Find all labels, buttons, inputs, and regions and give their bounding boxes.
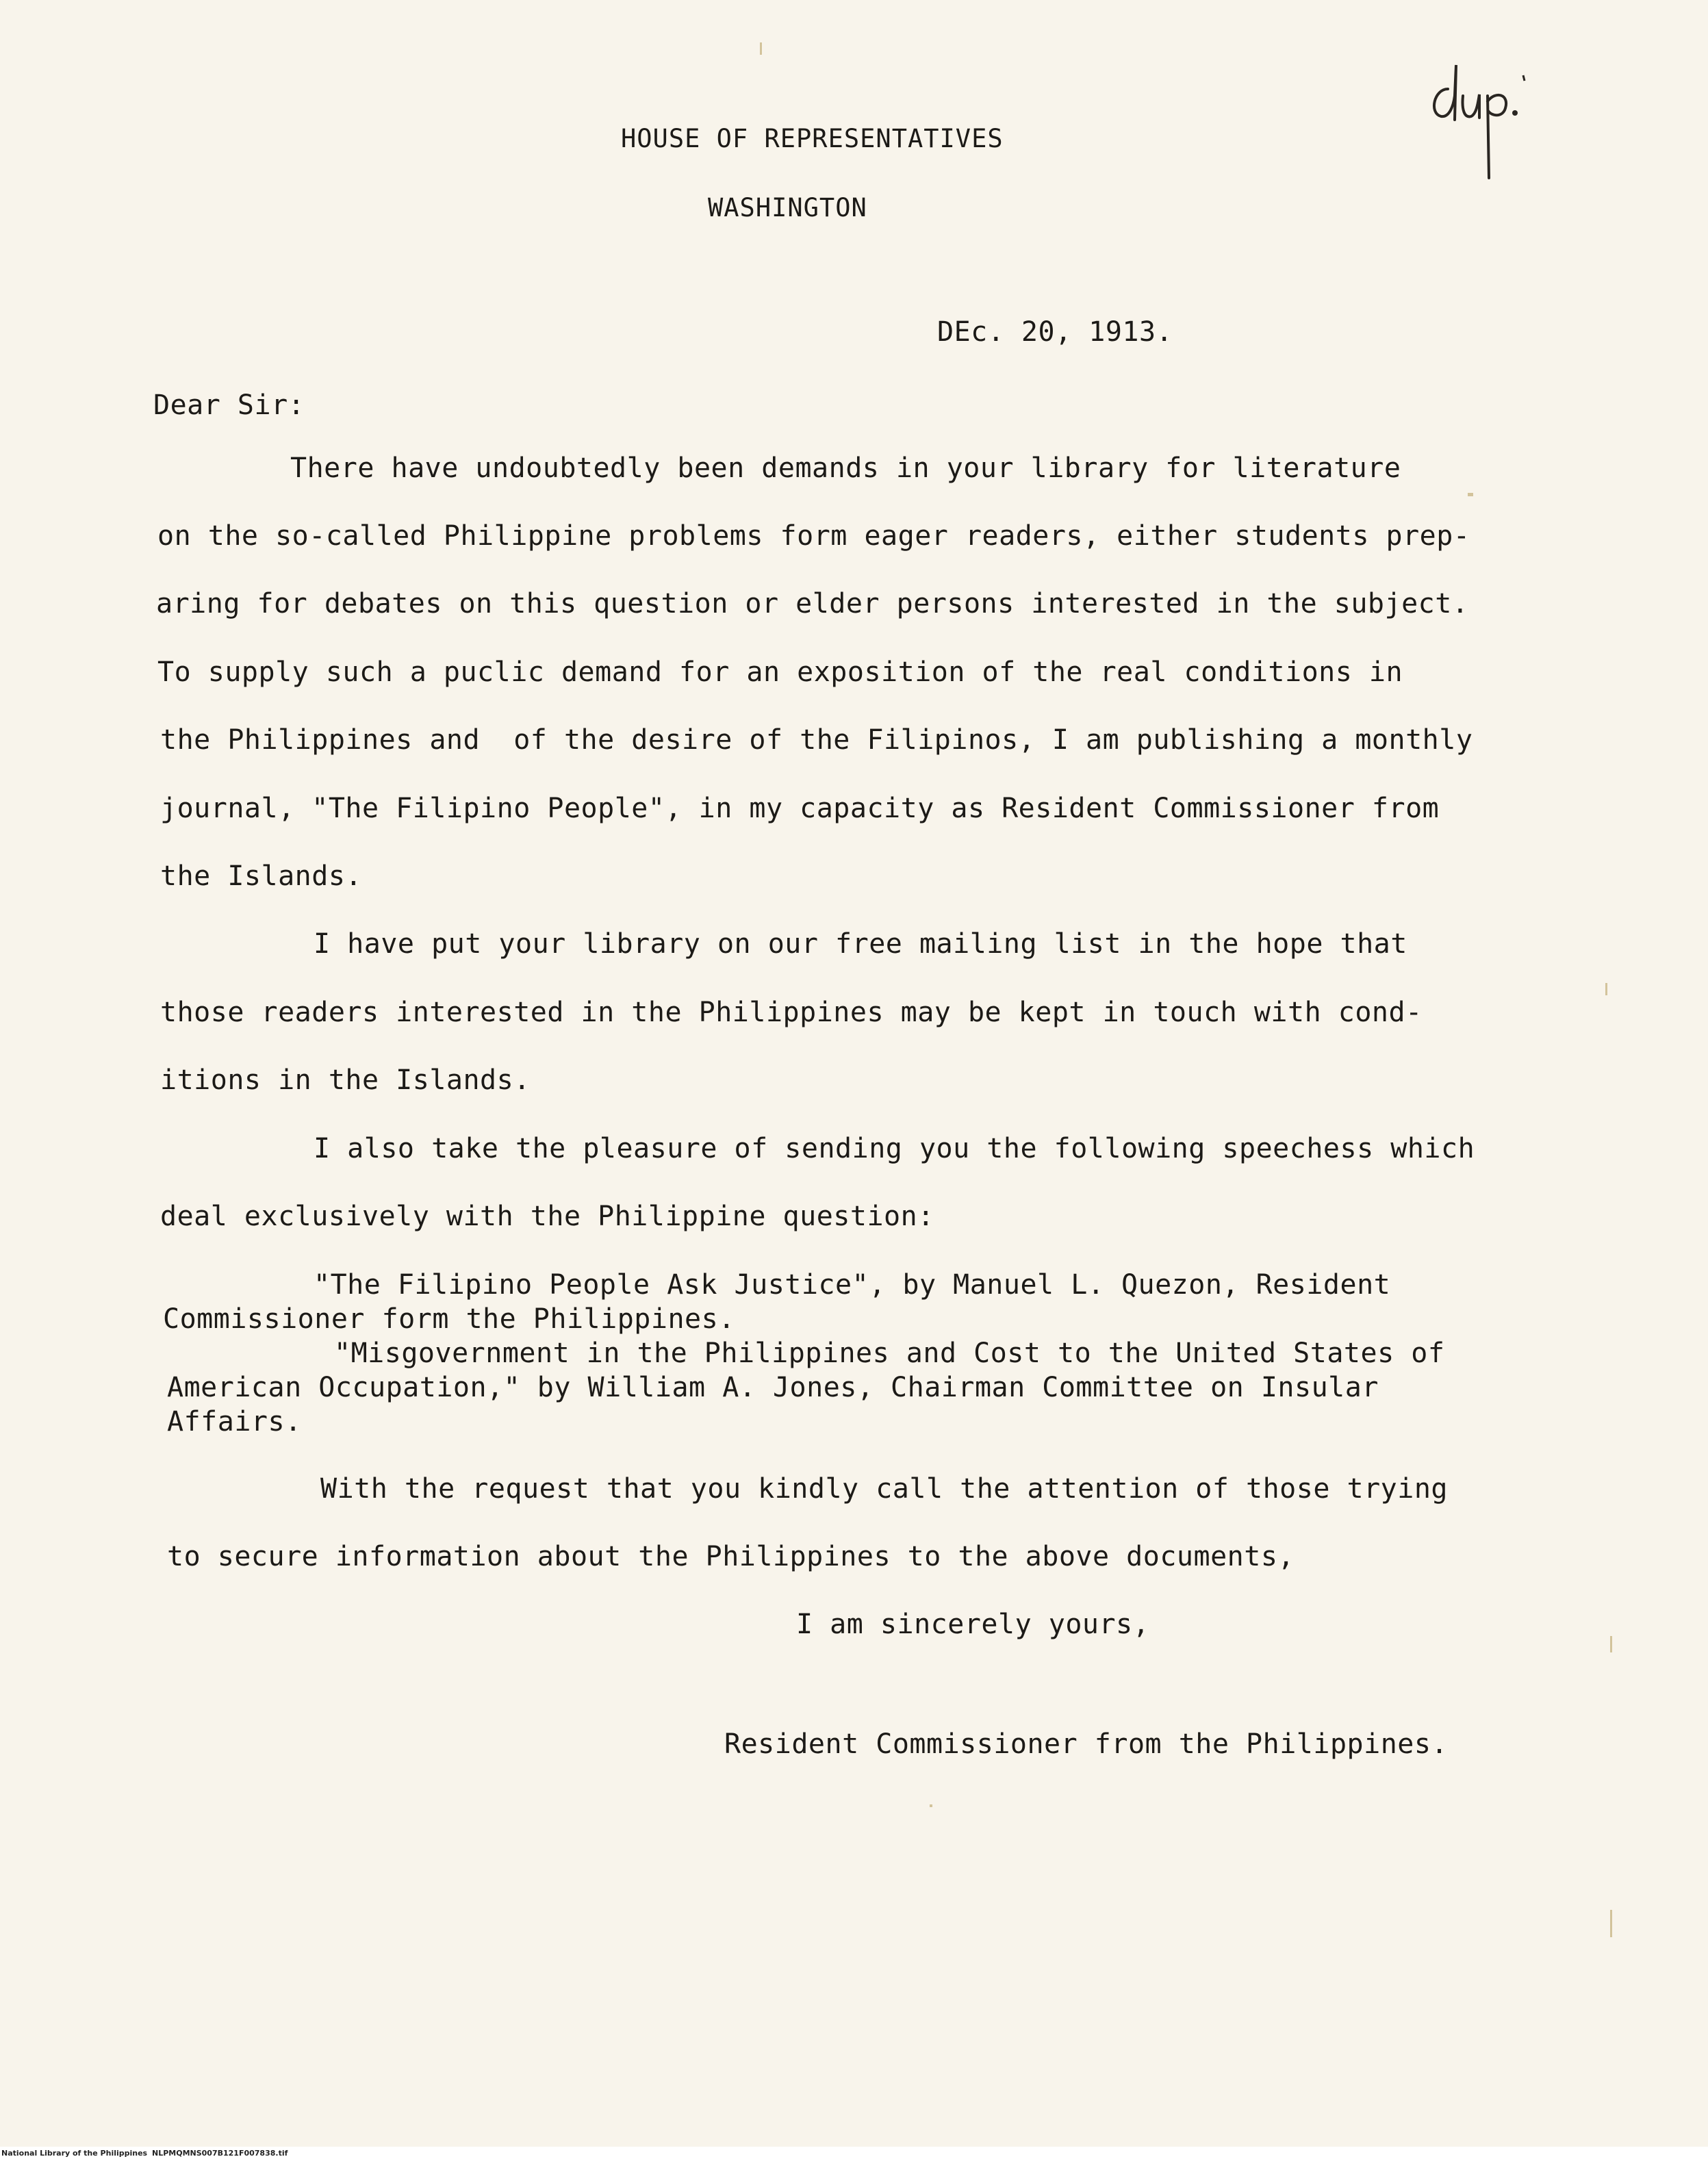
paragraph-1-line: the Philippines and of the desire of the Filipinos, I am publishing a monthly [160, 724, 1473, 756]
paper-speck [760, 42, 762, 55]
paragraph-2-line: itions in the Islands. [160, 1064, 531, 1096]
document-item-line: Commissioner form the Philippines. [163, 1303, 735, 1335]
footer-library-name: National Library of the Philippines [1, 2149, 148, 2158]
paper-speck [1610, 1636, 1612, 1652]
paragraph-3-line: I also take the pleasure of sending you the following speechess which [314, 1133, 1475, 1164]
paragraph-1-line: To supply such a puclic demand for an exposition of the real conditions in [157, 656, 1403, 688]
paragraph-2-line: those readers interested in the Philippines may be kept in touch with cond- [160, 997, 1423, 1028]
letter-date: DEc. 20, 1913. [937, 316, 1173, 348]
handwritten-annotation-icon [1420, 48, 1537, 185]
paragraph-1-line: the Islands. [160, 860, 362, 892]
salutation: Dear Sir: [153, 389, 305, 421]
closing: I am sincerely yours, [796, 1609, 1150, 1640]
document-item-line: American Occupation," by William A. Jones, Chairman Committee on Insular [167, 1372, 1379, 1403]
paragraph-4-line: With the request that you kindly call the attention of those trying [320, 1473, 1448, 1505]
paragraph-1-line: journal, "The Filipino People", in my capacity as Resident Commissioner from [160, 793, 1440, 824]
paragraph-4-line: to secure information about the Philippines to the above documents, [167, 1541, 1295, 1572]
document-item-line: "Misgovernment in the Philippines and Cost to the United States of [334, 1338, 1445, 1369]
paragraph-1-line: on the so-called Philippine problems form eager readers, either students prep- [157, 520, 1470, 552]
footer-file-id: NLPMQMNS007B121F007838.tif [152, 2149, 288, 2158]
paper-speck [1605, 983, 1607, 995]
paragraph-3-line: deal exclusively with the Philippine question: [160, 1201, 934, 1232]
paper-speck [1610, 1910, 1612, 1937]
document-item-line: "The Filipino People Ask Justice", by Manuel L. Quezon, Resident [314, 1269, 1391, 1301]
document-item-line: Affairs. [167, 1406, 302, 1438]
signature-title: Resident Commissioner from the Philippines. [724, 1728, 1449, 1760]
paper-speck [1468, 493, 1473, 496]
paragraph-1-line: aring for debates on this question or elder persons interested in the subject. [156, 588, 1469, 619]
paragraph-2-line: I have put your library on our free mailing list in the hope that [314, 928, 1407, 960]
letterhead-line-1: HOUSE OF REPRESENTATIVES [621, 124, 1004, 153]
paper-speck [930, 1804, 932, 1807]
paragraph-1-line: There have undoubtedly been demands in your library for literature [290, 452, 1401, 484]
letterhead-line-2: WASHINGTON [708, 193, 867, 222]
